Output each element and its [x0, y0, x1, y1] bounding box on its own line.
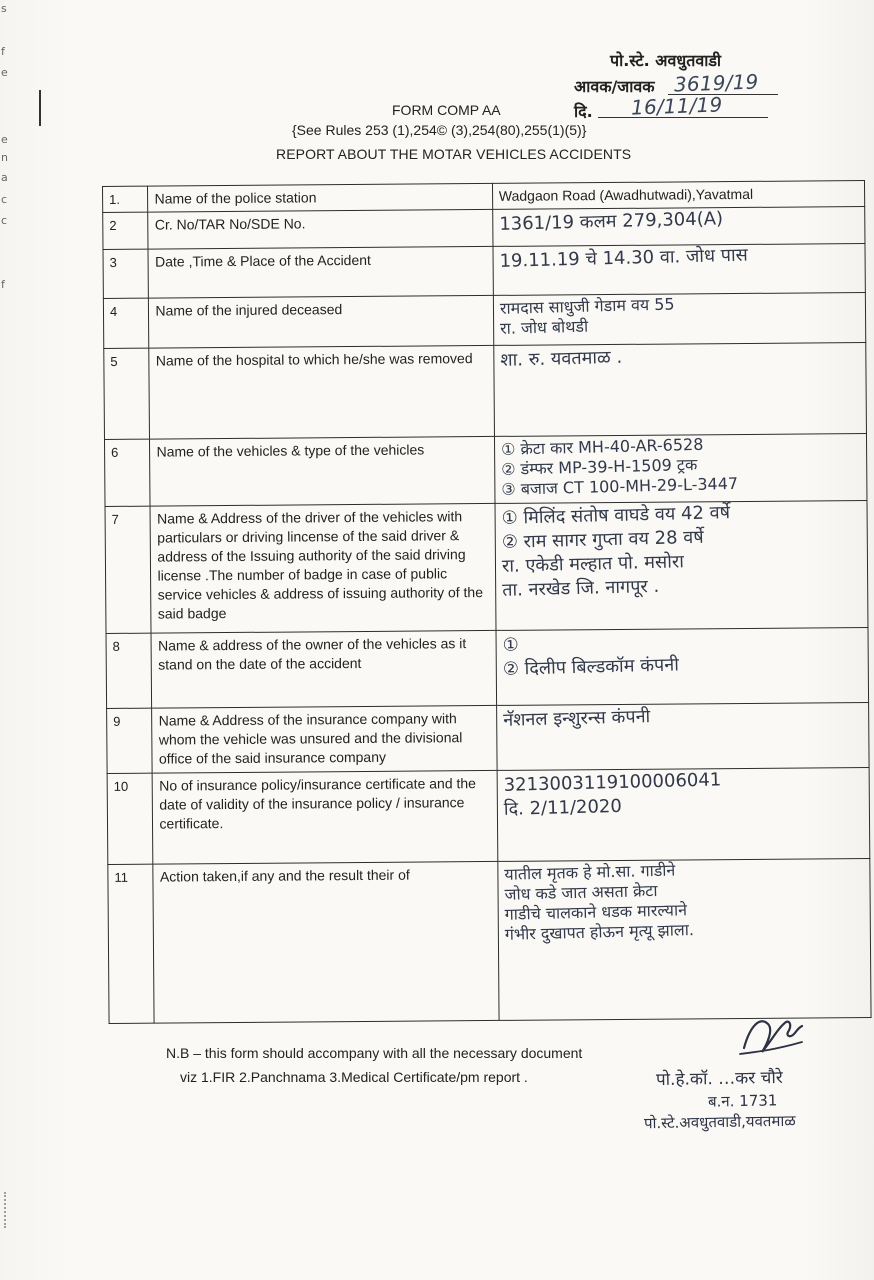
value-line: ② दिलीप बिल्डकॉम कंपनी: [502, 654, 679, 680]
row-label: Name of the injured deceased: [149, 295, 494, 348]
inward-stamp: [568, 45, 793, 130]
table-row: [105, 501, 868, 634]
value-line: 19.11.19 चे 14.30 वा. जोध पास: [499, 244, 748, 272]
table-row: [107, 767, 870, 864]
row-number: 5: [104, 348, 150, 439]
row-value: [494, 343, 867, 437]
value-line: 3213003119100006041: [503, 769, 722, 796]
value-line: रा. एकेडी मल्हात पो. मसोरा: [501, 551, 684, 577]
margin-char: e: [1, 133, 8, 146]
stamp-station-name: पो.स्टे. अवधुतवाडी: [610, 51, 722, 70]
row-value: [495, 501, 868, 631]
row-label: Cr. No/TAR No/SDE No.: [148, 209, 493, 249]
table-row: [104, 434, 867, 507]
value-line: जोध कडे जात असता क्रेटा: [504, 880, 658, 904]
row-value: [496, 627, 869, 705]
value-line: ①: [502, 634, 519, 656]
margin-char: f: [1, 45, 5, 58]
value-line: ① क्रेटा कार MH-40-AR-6528: [500, 434, 704, 459]
accident-report-form: [102, 180, 871, 1014]
value-line: रा. जोध बोथडी: [499, 316, 589, 338]
row-value: [492, 207, 865, 247]
value-line: नॅशनल इन्शुरन्स कंपनी: [502, 706, 651, 731]
row-number: 6: [104, 439, 150, 506]
row-number: 8: [106, 633, 152, 708]
bottom-left-edge-mark: [4, 1192, 20, 1228]
stamp-date-value: 16/11/19: [630, 92, 723, 120]
table-row: [106, 627, 869, 708]
margin-char: n: [1, 151, 8, 164]
row-label: Name of the hospital to which he/she was removed: [149, 345, 494, 439]
row-label: No of insurance policy/insurance certificate and the date of validity of the insurance policy / insurance certificate.: [153, 770, 498, 864]
row-value: [497, 767, 870, 861]
value-line: 1361/19 कलम 279,304(A): [498, 208, 724, 235]
margin-char: c: [1, 214, 8, 227]
row-value: [498, 858, 871, 1020]
signature-mark: [732, 1008, 814, 1066]
row-value: [496, 702, 869, 770]
footer-note-line-1: N.B – this form should accompany with all the necessary document: [166, 1045, 583, 1061]
value-line: ③ बजाज CT 100-MH-29-L-3447: [500, 473, 739, 499]
row-number: 7: [105, 506, 151, 633]
footer-note: [166, 1041, 626, 1089]
row-label: Name & Address of the driver of the vehicles with particulars or driving lincense of the said driver & address of the Issuing authority of the said driving license .The number of badge in case of public service vehicles & address of issuing authority of the said badge: [151, 503, 496, 633]
row-label: Name & address of the owner of the vehicles as it stand on the date of the accident: [151, 630, 496, 708]
seal-station-name: पो.स्टे.अवधुतवाडी,यवतमाळ: [643, 1111, 796, 1133]
value-line: ② डंम्फर MP-39-H-1509 ट्रक: [500, 454, 698, 479]
row-value: [493, 244, 866, 296]
table-row: [103, 293, 865, 349]
row-number: 4: [103, 298, 149, 348]
row-value: [493, 293, 866, 346]
accident-report-table: [102, 180, 872, 1024]
margin-char: s: [1, 2, 7, 15]
margin-vertical-stroke: [39, 90, 41, 126]
margin-char: e: [1, 66, 8, 79]
value-line: ② राम सागर गुप्ता वय 28 वर्षे: [501, 526, 704, 553]
stamp-date-label: दि.: [574, 102, 593, 121]
form-code: FORM COMP AA: [392, 102, 501, 118]
row-label: Action taken,if any and the result their of: [153, 861, 499, 1023]
value-line: ता. नरखेड जि. नागपूर .: [501, 575, 660, 601]
row-number: 2: [103, 212, 149, 249]
row-label: Date ,Time & Place of the Accident: [148, 246, 493, 298]
row-label: Name of the police station: [148, 183, 492, 212]
table-row: [107, 702, 869, 773]
value-line: गंभीर दुखापत होऊन मृत्यू झाला.: [504, 920, 694, 944]
row-label: Name & Address of the insurance company with whom the vehicle was unsured and the divisional office of the said insurance company: [152, 705, 497, 773]
value-line: रामदास साधुजी गेडाम वय 55: [499, 294, 675, 318]
row-number: 11: [108, 864, 155, 1023]
value-line: गाडीचे चालकाने धडक मारल्याने: [504, 900, 687, 924]
value-line: दि. 2/11/2020: [503, 795, 622, 820]
officer-seal: [630, 1008, 850, 1148]
left-margin-marks: [0, 0, 24, 1280]
margin-char: c: [1, 193, 8, 206]
row-number: 9: [107, 708, 153, 773]
margin-char: a: [1, 171, 8, 184]
value-line: ① मिलिंद संतोष वाघडे वय 42 वर्षे: [501, 502, 731, 529]
seal-officer-name: पो.हे.कॉ. …कर चौरे: [655, 1067, 783, 1091]
table-row: [104, 343, 867, 440]
stamp-inout-value: 3619/19: [673, 69, 759, 97]
row-value: [494, 434, 867, 504]
row-number: 3: [103, 249, 149, 298]
value-line: यातील मृतक हे मो.सा. गाडीने: [503, 860, 676, 884]
row-label: Name of the vehicles & type of the vehicles: [150, 436, 495, 506]
footer-note-line-2: viz 1.FIR 2.Panchnama 3.Medical Certificate/pm report .: [180, 1069, 528, 1085]
table-row: [108, 858, 871, 1023]
table-row: [103, 244, 865, 299]
value-line: शा. रु. यवतमाळ .: [499, 346, 623, 371]
row-number: 1.: [103, 186, 149, 212]
value-line: Wadgaon Road (Awadhutwadi),Yavatmal: [498, 185, 754, 204]
row-number: 10: [107, 773, 153, 864]
stamp-inout-label: आवक/जावक: [574, 77, 655, 96]
rules-reference: {See Rules 253 (1),254© (3),254(80),255(1)(5)}: [292, 122, 587, 138]
margin-char: f: [1, 278, 5, 291]
seal-badge-number: ब.न. 1731: [707, 1091, 778, 1111]
report-title: REPORT ABOUT THE MOTAR VEHICLES ACCIDENTS: [276, 146, 632, 162]
